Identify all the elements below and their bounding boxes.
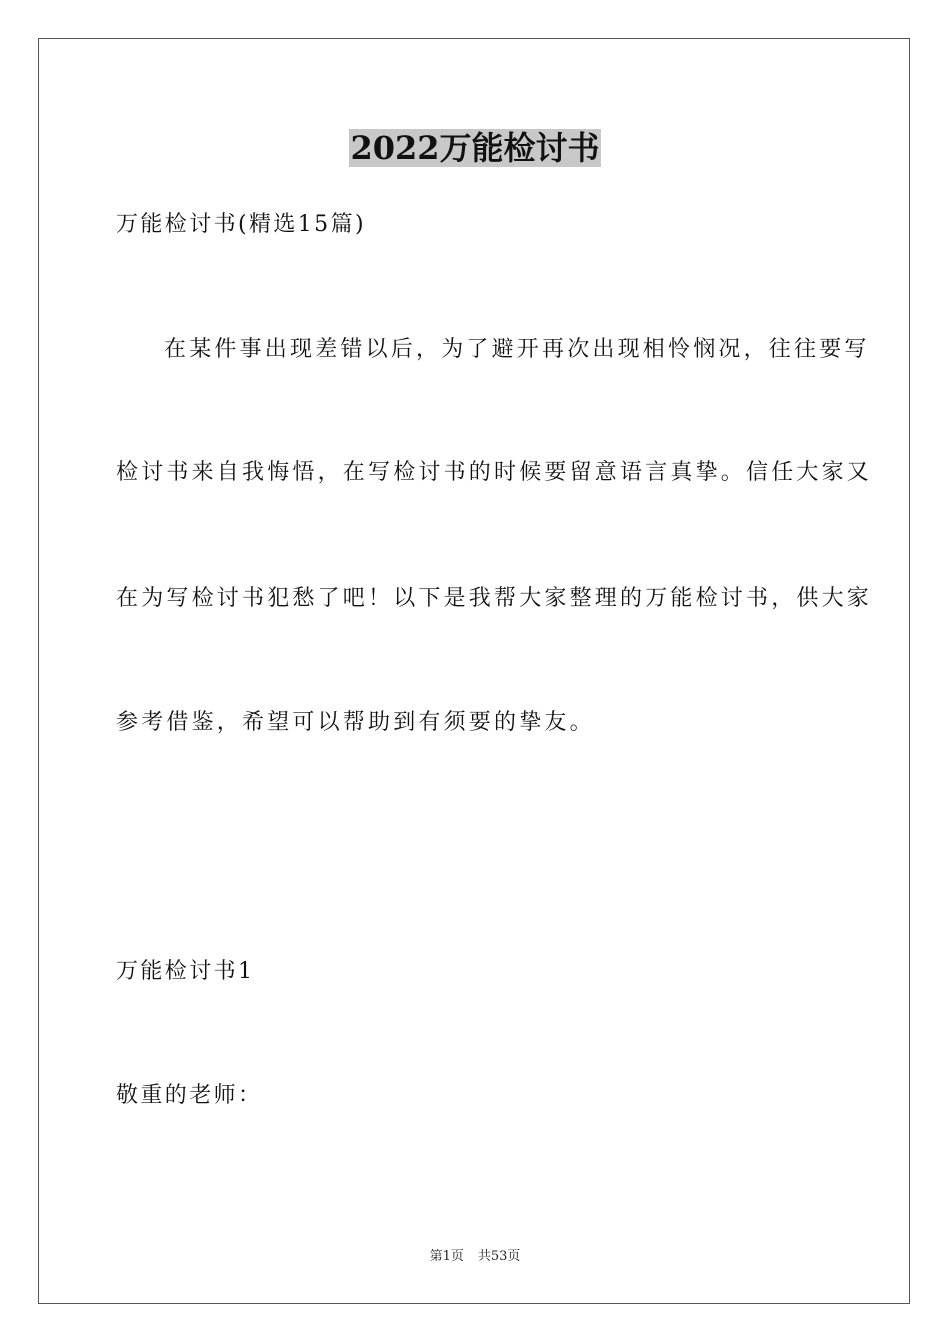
salutation: 敬重的老师： bbox=[116, 1083, 263, 1108]
document-subtitle: 万能检讨书(精选15篇) bbox=[116, 212, 366, 237]
page-footer bbox=[0, 1248, 950, 1266]
intro-line-4: 参考借鉴，希望可以帮助到有须要的挚友。 bbox=[116, 710, 595, 735]
section-heading: 万能检讨书1 bbox=[116, 959, 255, 984]
intro-line-2: 检讨书来自我悔悟，在写检讨书的时候要留意语言真挚。信任大家又 bbox=[116, 460, 873, 485]
page-number-total: 共53页 bbox=[477, 1249, 521, 1264]
page-number-current: 第1页 bbox=[429, 1249, 464, 1264]
document-title bbox=[0, 126, 950, 170]
intro-line-3: 在为写检讨书犯愁了吧！以下是我帮大家整理的万能检讨书，供大家 bbox=[116, 586, 873, 611]
document-title-text: 2022万能检讨书 bbox=[350, 129, 600, 167]
intro-line-1: 在某件事出现差错以后，为了避开再次出现相怜悯况，往往要写 bbox=[164, 337, 870, 362]
